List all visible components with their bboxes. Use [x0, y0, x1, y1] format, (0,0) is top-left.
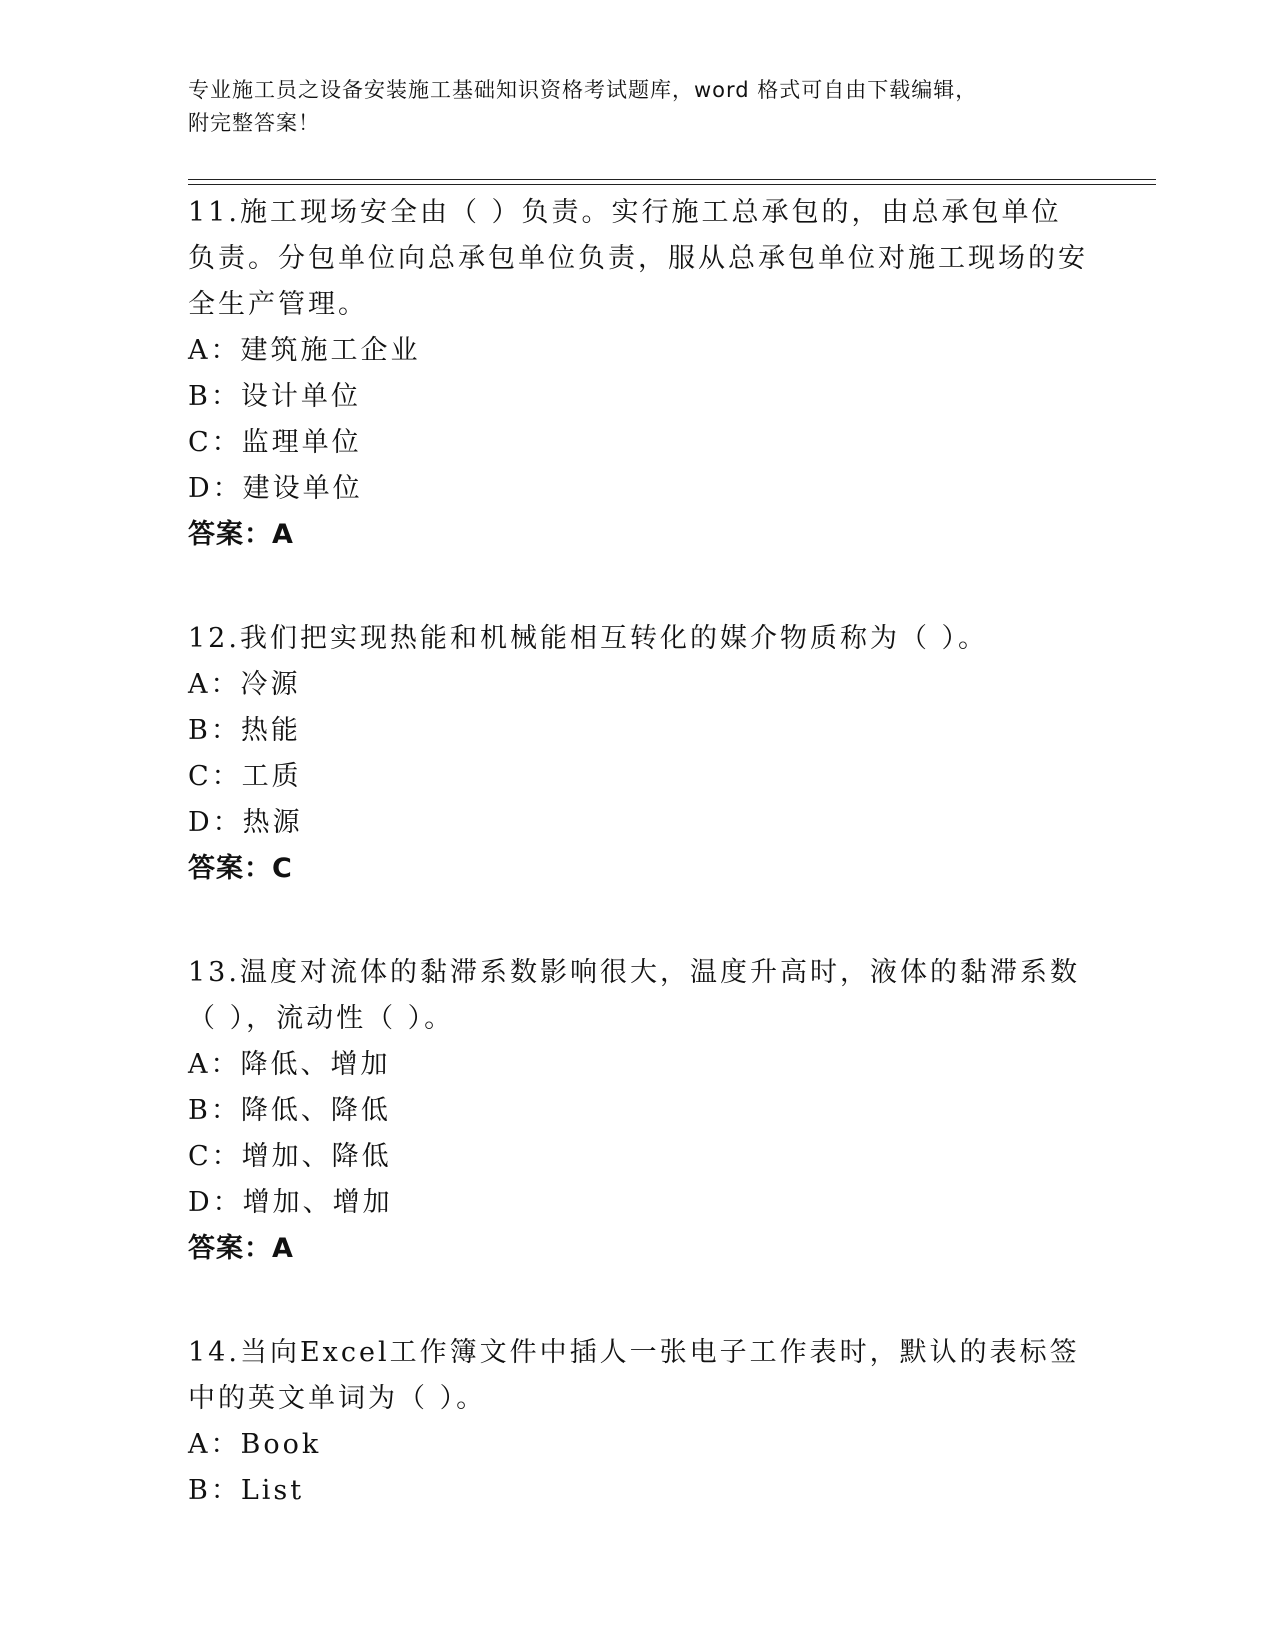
option-list: [188, 328, 1088, 512]
option-a: A：冷源: [188, 669, 301, 700]
answer-line: 答案：A: [188, 519, 294, 550]
answer-line: 答案：C: [188, 853, 293, 884]
option-b: B：List: [188, 1475, 305, 1506]
header-divider-top: [188, 179, 1156, 180]
option-b: B：设计单位: [188, 381, 361, 412]
option-a: A：建筑施工企业: [188, 335, 421, 366]
question-list: [188, 190, 1088, 1514]
option-d: D：建设单位: [188, 473, 363, 504]
document-header: [188, 74, 1168, 140]
option-d: D：增加、增加: [188, 1187, 393, 1218]
question-stem: 11.施工现场安全由（ ）负责。实行施工总承包的，由总承包单位负责。分包单位向总承包单位负责，服从总承包单位对施工现场的安全生产管理。: [188, 197, 1088, 320]
option-c: C：增加、降低: [188, 1141, 392, 1172]
question-stem: 12.我们把实现热能和机械能相互转化的媒介物质称为（ ）。: [188, 623, 989, 654]
option-a: A：Book: [188, 1429, 322, 1460]
question-14: [188, 1330, 1088, 1514]
question-stem: 13.温度对流体的黏滞系数影响很大，温度升高时，液体的黏滞系数（ ），流动性（ ）。: [188, 957, 1080, 1034]
question-11: [188, 190, 1088, 558]
option-a: A：降低、增加: [188, 1049, 391, 1080]
option-c: C：工质: [188, 761, 302, 792]
option-d: D：热源: [188, 807, 303, 838]
answer-line: 答案：A: [188, 1233, 294, 1264]
option-b: B：降低、降低: [188, 1095, 391, 1126]
question-stem: 14.当向Excel工作簿文件中插人一张电子工作表时，默认的表标签中的英文单词为（ ）。: [188, 1337, 1080, 1414]
option-c: C：监理单位: [188, 427, 362, 458]
option-b: B：热能: [188, 715, 301, 746]
question-12: [188, 616, 1088, 892]
option-list: [188, 1042, 1088, 1226]
header-line-1: 专业施工员之设备安装施工基础知识资格考试题库，word 格式可自由下载编辑，: [188, 78, 978, 102]
header-divider-bottom: [188, 184, 1156, 185]
question-13: [188, 950, 1088, 1272]
option-list: [188, 662, 1088, 846]
option-list: [188, 1422, 1088, 1514]
header-line-2: 附完整答案！: [188, 111, 320, 135]
